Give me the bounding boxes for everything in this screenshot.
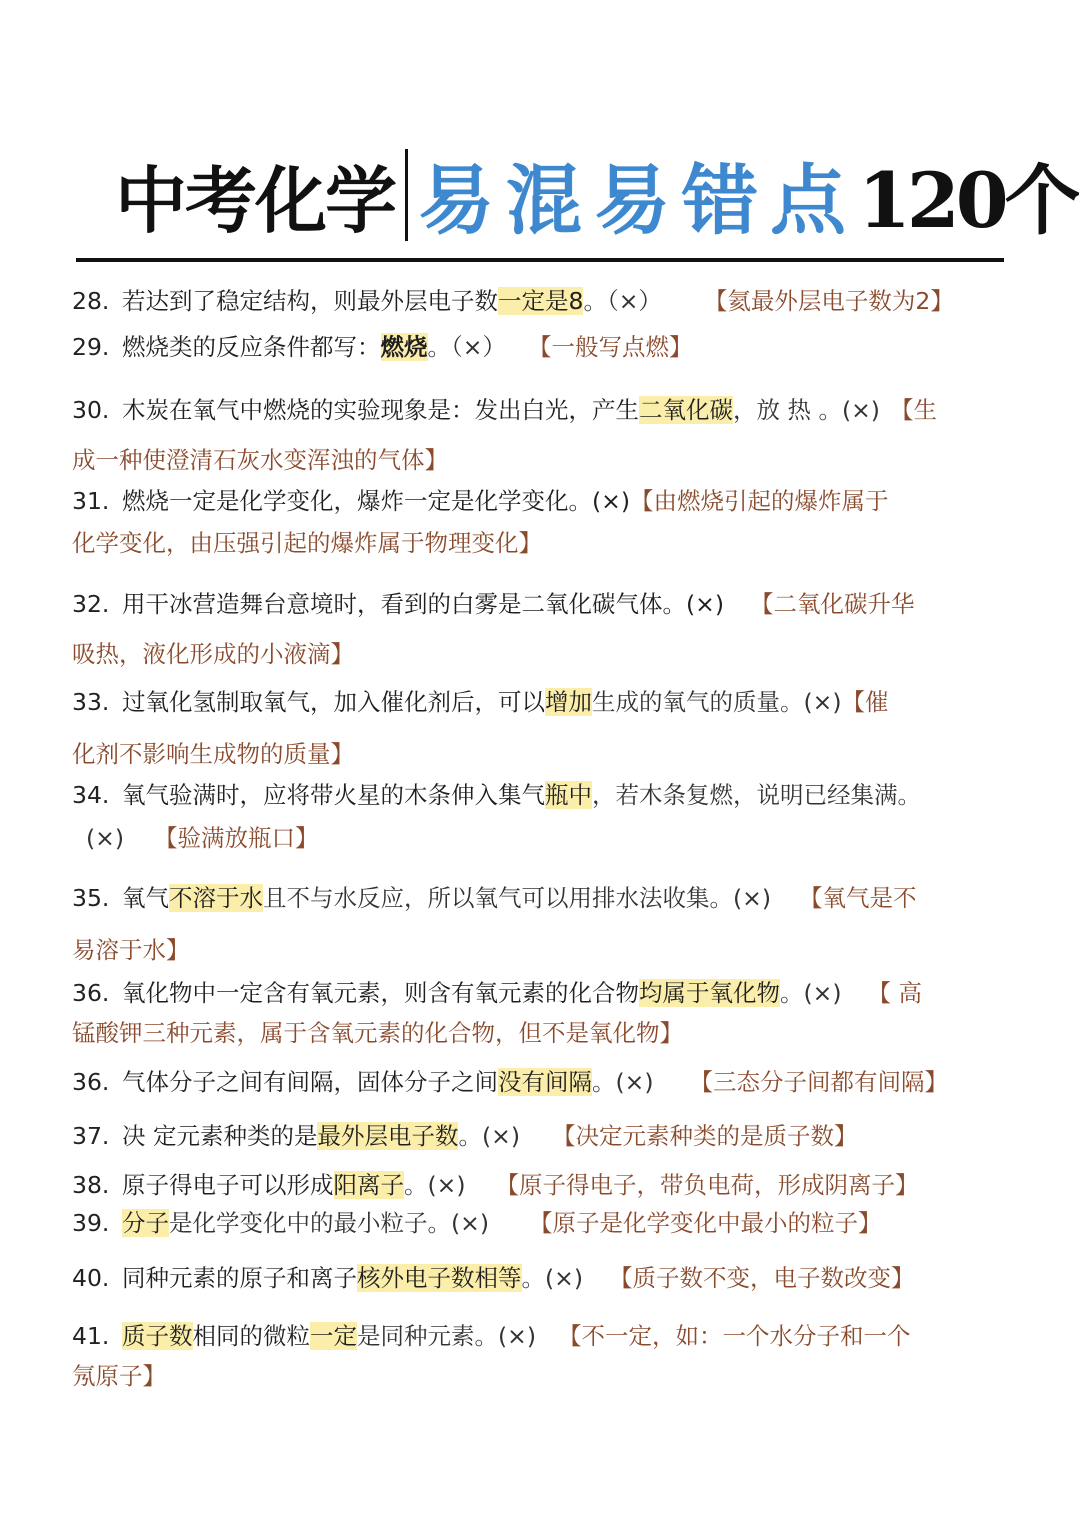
- list-item: [72, 973, 1002, 1053]
- item-highlight: 瓶中: [545, 781, 592, 809]
- item-text: 是化学变化中的最小粒子。(×): [169, 1209, 490, 1237]
- list-item: [72, 1209, 1002, 1237]
- list-item: [72, 1068, 1002, 1096]
- item-note: 氖原子】: [72, 1362, 166, 1390]
- item-note: 锰酸钾三种元素，属于含氧元素的化合物，但不是氧化物】: [72, 1019, 683, 1047]
- title-sub: 易混易错点: [418, 156, 859, 245]
- list-item: [72, 385, 1002, 485]
- item-note: 【一般写点燃】: [527, 333, 693, 361]
- item-text: 。(×): [458, 1122, 521, 1150]
- title-divider: [405, 149, 408, 241]
- item-text: 。（×）: [427, 333, 506, 361]
- item-text: 生成的氧气的质量。(×): [592, 688, 842, 716]
- list-item: [72, 579, 1002, 679]
- list-item: [72, 1171, 1002, 1199]
- item-highlight: 一定是8: [498, 287, 584, 315]
- item-note: 【决定元素种类的是质子数】: [552, 1122, 858, 1150]
- item-highlight: 最外层电子数: [317, 1122, 459, 1150]
- item-text: 。(×): [592, 1068, 654, 1096]
- item-number: 29.: [72, 333, 110, 361]
- list-item: [72, 676, 1002, 780]
- item-text: 。（×）: [583, 287, 662, 315]
- item-text: 燃烧类的反应条件都写：: [122, 333, 381, 361]
- item-note: 化剂不影响生成物的质量】: [72, 740, 354, 768]
- item-note: 【氧气是不: [799, 884, 917, 912]
- item-highlight: 不溶于水: [169, 884, 263, 912]
- item-number: 28.: [72, 287, 110, 315]
- item-number: 30.: [72, 396, 110, 424]
- item-note: 易溶于水】: [72, 936, 190, 964]
- item-number: 36.: [72, 979, 110, 1007]
- item-text: 燃烧一定是化学变化，爆炸一定是化学变化。(×): [122, 487, 631, 515]
- item-text: 同种元素的原子和离子: [122, 1264, 357, 1292]
- item-note: 【三态分子间都有间隔】: [689, 1068, 949, 1096]
- item-highlight: 二氧化碳: [639, 396, 733, 424]
- list-item: [72, 1264, 1002, 1292]
- item-text: 氧气验满时，应将带火星的木条伸入集气: [122, 781, 545, 809]
- item-note: 【 高: [867, 979, 923, 1007]
- item-text: 过氧化氢制取氧气，加入催化剂后，可以: [122, 688, 545, 716]
- page-header: [115, 140, 1077, 249]
- item-note: 【二氧化碳升华: [750, 590, 915, 618]
- item-text: 若达到了稳定结构，则最外层电子数: [122, 287, 498, 315]
- item-text: ，放 热 。(×): [733, 396, 880, 424]
- item-text: 用干冰营造舞台意境时，看到的白雾是二氧化碳气体。(×): [122, 590, 725, 618]
- list-item: [72, 1122, 1002, 1150]
- item-note: 【验满放瓶口】: [154, 824, 319, 852]
- item-number: 38.: [72, 1171, 110, 1199]
- item-note: 【质子数不变，电子数改变】: [609, 1264, 915, 1292]
- item-number: 35.: [72, 884, 110, 912]
- list-item: [72, 774, 1002, 860]
- item-note: 【原子是化学变化中最小的粒子】: [529, 1209, 882, 1237]
- title-main: 中考化学: [115, 157, 396, 243]
- item-note: 【催: [841, 688, 889, 716]
- item-text: 原子得电子可以形成: [122, 1171, 334, 1199]
- item-highlight: 分子: [122, 1209, 169, 1237]
- title-count: 120个: [858, 156, 1077, 245]
- list-item: [72, 872, 1002, 976]
- item-text: 。(×): [404, 1171, 466, 1199]
- item-note: 成一种使澄清石灰水变浑浊的气体】: [72, 446, 448, 474]
- item-number: 39.: [72, 1209, 110, 1237]
- item-note: 化学变化，由压强引起的爆炸属于物理变化】: [72, 529, 542, 557]
- item-text: 。(×): [521, 1264, 584, 1292]
- item-text: 。(×): [780, 979, 842, 1007]
- item-number: 37.: [72, 1122, 110, 1150]
- item-number: 31.: [72, 487, 110, 515]
- item-text: 是同种元素。(×): [357, 1322, 537, 1350]
- item-note: 【生: [889, 396, 937, 424]
- list-item: [72, 1316, 1002, 1396]
- item-highlight: 均属于氧化物: [639, 979, 780, 1007]
- item-highlight: 阳离子: [333, 1171, 404, 1199]
- item-number: 41.: [72, 1322, 110, 1350]
- item-note: 【原子得电子，带负电荷，形成阴离子】: [495, 1171, 919, 1199]
- item-number: 33.: [72, 688, 110, 716]
- item-highlight: 没有间隔: [498, 1068, 592, 1096]
- item-highlight: 燃烧: [380, 333, 428, 361]
- list-item: [72, 480, 1002, 564]
- list-item: [72, 287, 1002, 315]
- item-note: 【不一定，如：一个水分子和一个: [558, 1322, 911, 1350]
- item-text: 氧气: [122, 884, 169, 912]
- header-rule: [76, 258, 1004, 262]
- item-highlight: 增加: [545, 688, 592, 716]
- item-highlight: 核外电子数相等: [357, 1264, 522, 1292]
- item-text: 木炭在氧气中燃烧的实验现象是：发出白光，产生: [122, 396, 639, 424]
- list-item: [72, 333, 1002, 361]
- item-text: (×): [86, 824, 125, 852]
- item-highlight: 一定: [310, 1322, 357, 1350]
- item-text: ，若木条复燃，说明已经集满。: [592, 781, 921, 809]
- item-number: 32.: [72, 590, 110, 618]
- item-text: 决 定元素种类的是: [122, 1122, 318, 1150]
- item-note: 【由燃烧引起的爆炸属于: [630, 487, 889, 515]
- item-number: 36.: [72, 1068, 110, 1096]
- item-text: 气体分子之间有间隔，固体分子之间: [122, 1068, 498, 1096]
- item-text: 氧化物中一定含有氧元素，则含有氧元素的化合物: [122, 979, 639, 1007]
- item-text: 相同的微粒: [192, 1322, 310, 1350]
- item-number: 40.: [72, 1264, 110, 1292]
- item-highlight: 质子数: [122, 1322, 193, 1350]
- item-note: 吸热，液化形成的小液滴】: [72, 640, 354, 668]
- item-note: 【氦最外层电子数为2】: [703, 287, 954, 315]
- item-number: 34.: [72, 781, 110, 809]
- item-text: 且不与水反应，所以氧气可以用排水法收集。(×): [263, 884, 772, 912]
